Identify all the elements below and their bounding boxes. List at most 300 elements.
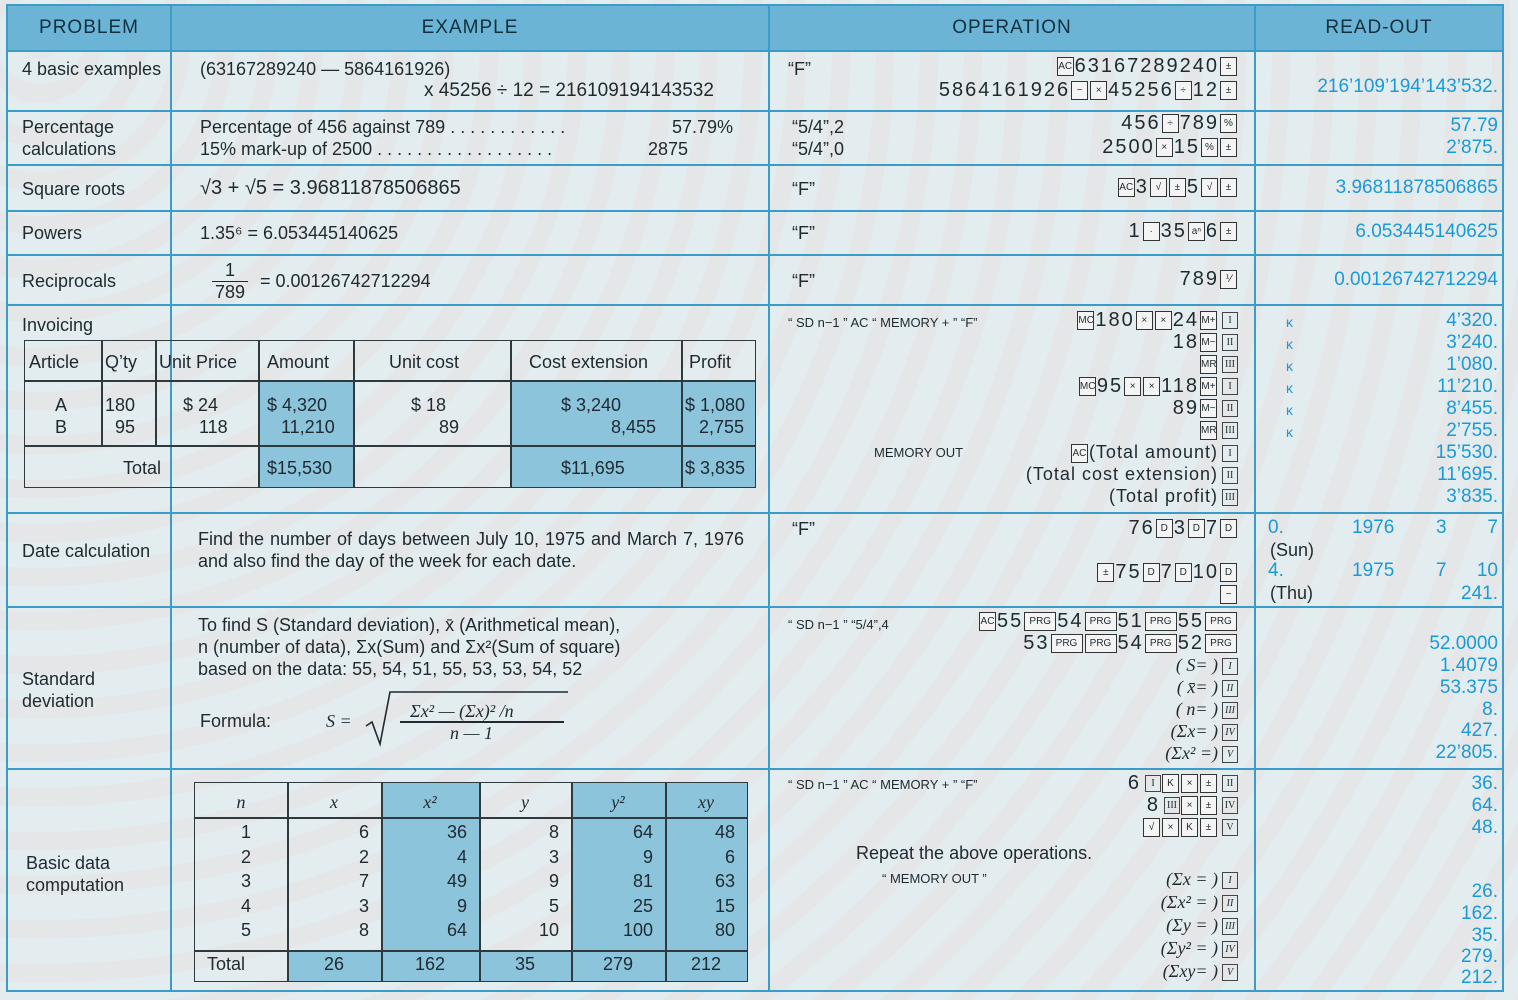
roman-iv-icon: IV — [1222, 941, 1238, 958]
example-pct-line1: Percentage of 456 against 789 . . . . . . . . . . . . — [200, 117, 566, 137]
inv-op-total-cost — [1026, 463, 1238, 485]
operand: (Total cost extension) — [1025, 464, 1218, 484]
operand: 76 — [1128, 517, 1155, 539]
operand: 1 — [1128, 220, 1142, 242]
roman-iii-icon: III — [1164, 797, 1180, 814]
bd-cell: 2 — [240, 846, 251, 867]
ac-key-icon: AC — [1071, 444, 1088, 463]
equals-key-icon: ± — [1220, 138, 1237, 157]
bd-col-header: xy — [698, 792, 714, 812]
mr-key-icon: MR — [1200, 421, 1217, 440]
readout-bd-3: 48. — [1471, 817, 1498, 838]
mode-basic-data: “ SD n−1 ” AC “ MEMORY + ” “F” — [788, 777, 978, 792]
readout-sqrt: 3.96811878506865 — [1335, 177, 1498, 198]
ac-key-icon: AC — [1057, 57, 1074, 76]
rule-h7 — [6, 512, 1504, 514]
equals-key-icon: ± — [1097, 563, 1114, 582]
bd-cell: 10 — [538, 920, 559, 940]
row-a-article: A — [55, 395, 68, 415]
roman-i-icon: I — [1222, 872, 1238, 889]
bd-cell: 4 — [456, 846, 467, 867]
operand: 10 — [1192, 561, 1219, 583]
inv-op-5 — [1173, 397, 1238, 419]
roman-ii-icon: II — [1222, 775, 1238, 792]
mode-pct-2: “5/4”,0 — [792, 139, 845, 159]
bd-cell: 2 — [358, 846, 369, 867]
operand: 54 — [1057, 610, 1084, 632]
decimal-key-icon: · — [1143, 222, 1160, 241]
memory-out-label-2: “ MEMORY OUT ” — [882, 871, 987, 886]
bd-cell: 64 — [632, 822, 653, 842]
k-indicator: κ — [1286, 358, 1293, 374]
rule-problem — [170, 6, 172, 992]
operand: 8 — [1146, 794, 1160, 816]
row-b-profit: 2,755 — [699, 417, 745, 437]
operation-pct-line2 — [1102, 136, 1238, 158]
rule-bottom — [6, 990, 1504, 992]
invoice-col-rule — [258, 341, 260, 487]
bd-cell: 25 — [632, 895, 653, 916]
problem-basic: 4 basic examples — [22, 59, 162, 79]
program-key-icon: PRG — [1145, 634, 1177, 653]
operand: 35 — [1160, 220, 1187, 242]
bd-cell: 9 — [642, 846, 653, 867]
problem-std-dev: Standard deviation — [22, 669, 96, 711]
readout-inv-6: 2’755. — [1446, 420, 1498, 441]
row-a-price: $ 24 — [183, 395, 219, 415]
rule-example — [768, 6, 770, 992]
operand: 3 — [1173, 517, 1187, 539]
repeat-note: Repeat the above operations. — [856, 843, 1093, 863]
col-profit: Profit — [689, 352, 732, 372]
invoice-total-rule — [25, 445, 755, 447]
operation-date-1 — [1129, 517, 1239, 539]
roman-ii-icon: II — [1222, 400, 1238, 417]
k-indicator: κ — [1286, 380, 1293, 396]
roman-ii-icon: II — [1222, 680, 1238, 697]
operand: 52 — [1177, 632, 1204, 654]
mode-powers: “F” — [792, 223, 815, 243]
operand: 3 — [1135, 176, 1149, 198]
operation-sqrt — [1117, 176, 1238, 198]
readout-date-r2-day: 10 — [1476, 560, 1498, 581]
readout-date-day1: (Sun) — [1270, 540, 1315, 560]
roman-v-icon: V — [1222, 819, 1238, 836]
date-key-icon: D — [1143, 563, 1160, 582]
sd-label-sum — [1171, 720, 1238, 742]
example-date: Find the number of days between July 10, 1975 and March 7, 1976 and also find the day of the week for each date. — [198, 529, 744, 571]
mode-sd: “ SD n−1 ” “5/4”,4 — [788, 617, 889, 632]
equals-key-icon: ± — [1200, 774, 1217, 793]
readout-inv-1: 4’320. — [1446, 310, 1498, 331]
operand: 24 — [1172, 309, 1199, 331]
sd-label-mean — [1177, 676, 1238, 698]
readout-sd-6: 22’805. — [1435, 742, 1498, 763]
equals-key-icon: ± — [1220, 222, 1237, 241]
sqrt-key-icon: √ — [1150, 178, 1167, 197]
roman-i-icon: I — [1222, 445, 1238, 462]
invoice-col-rule — [101, 341, 103, 445]
problem-date: Date calculation — [22, 541, 151, 561]
readout-bd-8: 212. — [1461, 967, 1498, 988]
rule-h2 — [6, 110, 1504, 112]
roman-iii-icon: III — [1222, 422, 1238, 439]
operand: 55 — [1177, 610, 1204, 632]
example-powers: 1.35⁶ = 6.053445140625 — [200, 223, 399, 243]
mr-key-icon: MR — [1200, 355, 1217, 374]
problem-invoicing: Invoicing — [22, 315, 94, 335]
operation-sd-1 — [978, 610, 1238, 632]
program-key-icon: PRG — [1051, 634, 1083, 653]
inv-op-6 — [1199, 419, 1238, 441]
times-key-icon: × — [1136, 311, 1153, 330]
roman-v-icon: V — [1222, 746, 1238, 763]
rule-operation — [1254, 6, 1256, 992]
times-key-icon: × — [1181, 774, 1198, 793]
roman-i-icon: I — [1222, 378, 1238, 395]
formula-s: S = — [326, 711, 352, 731]
k-indicator: κ — [1286, 402, 1293, 418]
col-qty: Q’ty — [105, 352, 138, 372]
bd-col-header: x² — [423, 792, 437, 812]
rule-right — [1502, 6, 1504, 992]
roman-iv-icon: IV — [1222, 797, 1238, 814]
bd-total-cell: 279 — [602, 954, 634, 974]
bd-total-cell: 212 — [690, 954, 722, 974]
operation-date-3 — [1219, 583, 1238, 605]
invoice-col-rule — [155, 341, 157, 445]
row-a-amount: $ 4,320 — [267, 395, 328, 415]
example-sd-line2: n (number of data), Σx(Sum) and Σx²(Sum of square) — [198, 637, 621, 657]
operation-pct-line1 — [1121, 112, 1238, 134]
operation-powers — [1129, 220, 1239, 242]
bd-cell: 9 — [548, 871, 559, 891]
operand: 55 — [997, 610, 1024, 632]
program-key-icon: PRG — [1205, 612, 1237, 631]
bd-cell: 48 — [714, 822, 735, 842]
sd-label-n — [1176, 698, 1238, 720]
col-unit-price: Unit Price — [159, 352, 238, 372]
rule-left — [6, 6, 8, 992]
operand: (Σy = ) — [1166, 915, 1218, 935]
operand: 789 — [1179, 112, 1219, 134]
readout-pct-1: 57.79 — [1450, 115, 1498, 136]
readout-inv-7: 15’530. — [1435, 442, 1498, 463]
operand: (Σxy= ) — [1162, 961, 1218, 981]
bd-cell: 100 — [622, 920, 653, 940]
times-key-icon: × — [1156, 138, 1173, 157]
bd-cell: 9 — [456, 895, 467, 916]
readout-date-r1-month: 3 — [1436, 517, 1447, 538]
operation-sd-2 — [1023, 632, 1238, 654]
operation-basic-line2 — [939, 79, 1238, 101]
operand: 5864161926 — [938, 79, 1071, 101]
bd-op-1 — [1128, 772, 1238, 794]
row-b-cost-extension: 8,455 — [611, 417, 657, 437]
mode-invoicing: “ SD n−1 ” AC “ MEMORY + ” “F” — [788, 315, 978, 330]
divide-key-icon: ÷ — [1162, 114, 1179, 133]
equals-key-icon: ± — [1220, 57, 1237, 76]
total-profit: $ 3,835 — [685, 458, 746, 478]
program-key-icon: PRG — [1085, 612, 1117, 631]
row-b-amount: 11,210 — [281, 417, 335, 437]
operand: 118 — [1161, 375, 1199, 397]
rule-h8 — [6, 606, 1504, 608]
operand: 54 — [1117, 632, 1144, 654]
col-unit-cost: Unit cost — [389, 352, 460, 372]
readout-sd-4: 8. — [1482, 699, 1498, 720]
mminus-key-icon: M− — [1200, 333, 1217, 352]
row-a-profit: $ 1,080 — [685, 395, 746, 415]
times-key-icon: × — [1090, 81, 1107, 100]
bd-total-label: Total — [207, 954, 246, 974]
operand: 89 — [1172, 397, 1199, 419]
bd-cell: 6 — [724, 846, 735, 867]
row-b-qty: 95 — [115, 417, 136, 437]
readout-sd-1: 52.0000 — [1429, 633, 1498, 654]
percent-key-icon: % — [1201, 138, 1218, 157]
rule-h9 — [6, 768, 1504, 770]
bd-cell: 15 — [714, 895, 735, 916]
k-out-key-icon: K — [1181, 818, 1198, 837]
roman-iii-icon: III — [1222, 489, 1238, 506]
inv-op-1 — [1076, 309, 1238, 331]
k-indicator: κ — [1286, 314, 1293, 330]
rule-h3 — [6, 164, 1504, 166]
readout-date-r1-day: 7 — [1487, 517, 1498, 538]
reciprocal-numerator: 1 — [212, 259, 248, 282]
roman-i-icon: I — [1145, 775, 1161, 792]
roman-i-icon: I — [1222, 658, 1238, 675]
readout-date-days: 241. — [1461, 583, 1498, 604]
program-key-icon: PRG — [1085, 634, 1117, 653]
mplus-key-icon: M+ — [1200, 377, 1217, 396]
bd-cell: 63 — [714, 871, 735, 891]
rule-h6 — [6, 304, 1504, 306]
operation-basic-line1 — [1056, 55, 1238, 77]
mode-pct-1: “5/4”,2 — [792, 117, 845, 137]
equals-key-icon: ± — [1220, 81, 1237, 100]
example-sqrt: √3 + √5 = 3.96811878506865 — [200, 177, 461, 199]
memory-out-label: MEMORY OUT — [874, 445, 964, 460]
percent-key-icon: % — [1220, 114, 1237, 133]
roman-iv-icon: IV — [1222, 724, 1238, 741]
operand: 45256 — [1108, 79, 1174, 101]
bd-cell: 5 — [548, 895, 559, 916]
ac-key-icon: AC — [979, 612, 996, 631]
k-indicator: κ — [1286, 336, 1293, 352]
readout-sd-3: 53.375 — [1439, 677, 1498, 698]
operand: 789 — [1179, 268, 1219, 290]
bd-cell: 4 — [240, 895, 251, 916]
ac-key-icon: AC — [1118, 178, 1135, 197]
total-label: Total — [123, 458, 162, 478]
formula-numerator: Σx² — (Σx)² /n — [410, 701, 514, 721]
header-problem: PROBLEM — [8, 6, 170, 50]
readout-sd-2: 1.4079 — [1439, 655, 1498, 676]
mode-reciprocal: “F” — [792, 271, 815, 291]
bd-total-cell: 26 — [323, 954, 345, 974]
example-pct-value2: 2875 — [648, 139, 689, 159]
sqrt-key-icon: √ — [1201, 178, 1218, 197]
example-reciprocal: = 0.00126742712294 — [260, 271, 431, 291]
divide-key-icon: ÷ — [1175, 81, 1192, 100]
mode-basic: “F” — [788, 59, 811, 79]
mminus-key-icon: M− — [1200, 399, 1217, 418]
col-amount: Amount — [267, 352, 330, 372]
operand: 6 — [1205, 220, 1219, 242]
invoice-col-rule — [681, 341, 683, 487]
problem-square-roots: Square roots — [22, 179, 126, 199]
sd-label-sumsq — [1165, 742, 1238, 764]
bd-cell: 49 — [446, 871, 467, 891]
operand: 5 — [1186, 176, 1200, 198]
bd-cell: 1 — [240, 822, 251, 842]
formula-denominator: n — 1 — [450, 723, 494, 743]
sd-label-s — [1176, 654, 1238, 676]
reciprocal-denominator: 789 — [214, 282, 246, 302]
readout-bd-1: 36. — [1471, 773, 1498, 794]
operand: 7 — [1205, 517, 1219, 539]
problem-powers: Powers — [22, 223, 83, 243]
total-amount: $15,530 — [267, 458, 333, 478]
bd-cell: 3 — [240, 871, 251, 891]
operand: (Σx = ) — [1166, 869, 1218, 889]
header-example: EXAMPLE — [172, 6, 768, 50]
example-basic-line2: x 45256 ÷ 12 = 216109194143532 — [424, 80, 714, 101]
date-key-icon: D — [1188, 519, 1205, 538]
readout-inv-4: 11’210. — [1437, 376, 1498, 397]
col-cost-extension: Cost extension — [529, 352, 649, 372]
bd-label-sumx — [1166, 868, 1238, 890]
readout-pct-2: 2’875. — [1446, 137, 1498, 158]
problem-reciprocals: Reciprocals — [22, 271, 117, 291]
operand: 75 — [1115, 561, 1142, 583]
power-key-icon: aⁿ — [1188, 222, 1205, 241]
bd-cell: 7 — [358, 871, 369, 891]
bd-op-2 — [1147, 794, 1238, 816]
problem-basic-data: Basic data computation — [26, 853, 125, 895]
bd-col-header: x — [330, 792, 338, 812]
roman-ii-icon: II — [1222, 334, 1238, 351]
operand: 95 — [1096, 375, 1124, 397]
bd-cell: 8 — [358, 920, 369, 940]
operand: 18 — [1172, 331, 1199, 353]
bd-col-header: n — [236, 792, 246, 812]
inv-op-3 — [1199, 353, 1238, 375]
invoice-col-rule — [353, 341, 355, 487]
times-key-icon: × — [1181, 796, 1198, 815]
rule-h1 — [6, 50, 1504, 52]
plus-key-icon: ± — [1169, 178, 1186, 197]
operand: (Total amount) — [1088, 442, 1218, 462]
date-key-icon: D — [1156, 519, 1173, 538]
readout-bd-4: 26. — [1471, 881, 1498, 902]
operand: 180 — [1095, 309, 1135, 331]
mplus-key-icon: M+ — [1200, 311, 1217, 330]
bd-cell: 8 — [548, 822, 559, 842]
basic-data-table — [194, 782, 748, 982]
bd-cell: 80 — [714, 920, 735, 940]
equals-key-icon: ± — [1200, 818, 1217, 837]
operand: 15 — [1173, 136, 1200, 158]
inv-op-total-profit — [1109, 485, 1238, 507]
program-key-icon: PRG — [1024, 612, 1056, 631]
rule-h5 — [6, 254, 1504, 256]
k-key-icon: K — [1162, 774, 1179, 793]
times-key-icon: × — [1124, 377, 1141, 396]
row-a-qty: 180 — [105, 395, 136, 415]
example-pct-value1: 57.79% — [672, 117, 734, 137]
equals-key-icon: ± — [1220, 178, 1237, 197]
readout-reciprocal: 0.00126742712294 — [1334, 269, 1498, 290]
invoice-table — [24, 340, 756, 488]
date-key-icon: D — [1220, 563, 1237, 582]
inv-op-2 — [1173, 331, 1238, 353]
operand: (Σx= ) — [1170, 721, 1218, 741]
row-b-article: B — [55, 417, 68, 437]
readout-basic: 216’109’194’143’532. — [1317, 76, 1498, 97]
row-a-cost-extension: $ 3,240 — [561, 395, 622, 415]
operand: ( x̄= ) — [1176, 677, 1218, 697]
invoice-header-rule — [25, 380, 755, 382]
bd-cell: 3 — [358, 895, 369, 916]
roman-iii-icon: III — [1222, 356, 1238, 373]
readout-inv-9: 3’835. — [1446, 486, 1498, 507]
minus-key-icon: − — [1071, 81, 1088, 100]
operand: 6 — [1127, 772, 1141, 794]
mc-key-icon: MC — [1079, 377, 1096, 396]
col-article: Article — [29, 352, 80, 372]
readout-powers: 6.053445140625 — [1355, 221, 1498, 242]
readout-date-r2-month: 7 — [1436, 560, 1447, 581]
readout-sd-5: 427. — [1461, 720, 1498, 741]
roman-iii-icon: III — [1222, 702, 1238, 719]
invoice-col-rule — [510, 341, 512, 487]
problem-percentage: Percentage calculations — [22, 117, 117, 159]
readout-date-r2-flag: 4. — [1268, 560, 1284, 581]
bd-col-header: y — [521, 792, 529, 812]
operand: ( S= ) — [1175, 655, 1218, 675]
operation-reciprocal — [1180, 268, 1238, 290]
formula-label: Formula: — [200, 711, 272, 731]
operand: 53 — [1023, 632, 1050, 654]
bd-label-sumxy — [1163, 960, 1238, 982]
readout-date-day2: (Thu) — [1270, 583, 1314, 603]
roman-ii-icon: II — [1222, 467, 1238, 484]
bd-cell: 3 — [548, 846, 559, 867]
k-indicator: κ — [1286, 424, 1293, 440]
sqrt-key-icon: √ — [1143, 818, 1160, 837]
operand: 7 — [1160, 561, 1174, 583]
inv-op-total-amount — [1070, 441, 1238, 463]
operand: 456 — [1121, 112, 1161, 134]
readout-bd-5: 162. — [1461, 903, 1498, 924]
bd-label-sumysq — [1161, 937, 1238, 959]
minus-key-icon: − — [1220, 585, 1237, 604]
mode-date: “F” — [792, 519, 815, 539]
readout-date-r1-flag: 0. — [1268, 517, 1284, 538]
rule-top — [6, 4, 1504, 6]
times-key-icon: × — [1162, 818, 1179, 837]
bd-cell: 81 — [632, 871, 653, 891]
readout-bd-7: 279. — [1461, 946, 1498, 967]
operand: (Total profit) — [1108, 486, 1218, 506]
readout-inv-8: 11’695. — [1437, 464, 1498, 485]
roman-v-icon: V — [1222, 964, 1238, 981]
mode-sqrt: “F” — [792, 179, 815, 199]
mc-key-icon: MC — [1077, 311, 1094, 330]
